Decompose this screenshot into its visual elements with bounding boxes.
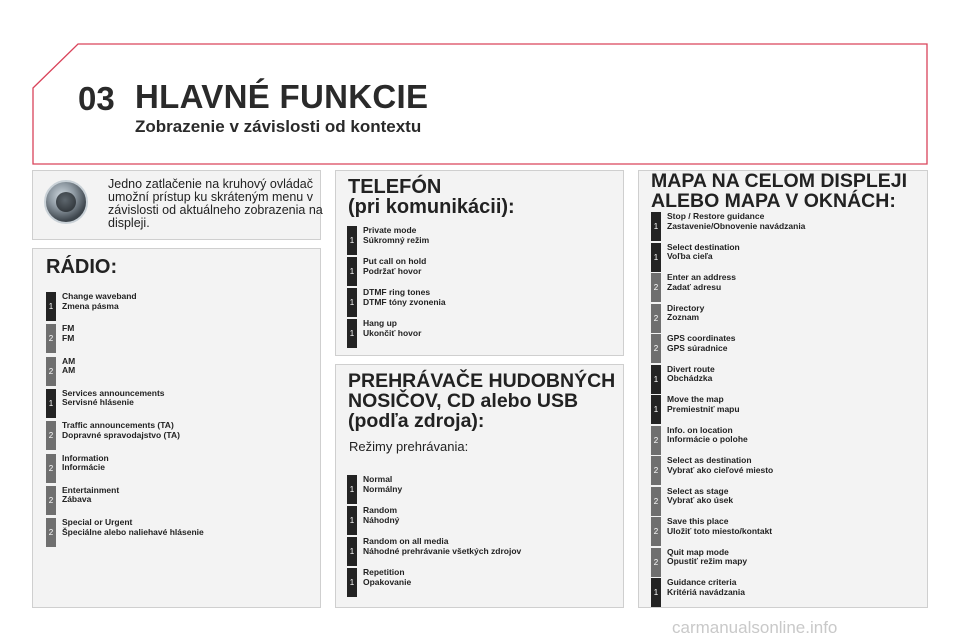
menu-item-label bbox=[667, 395, 740, 414]
menu-item-slovak: Ukončiť hovor bbox=[363, 327, 422, 338]
menu-item-english: Services announcements bbox=[62, 387, 165, 398]
menu-item-slovak: Voľba cieľa bbox=[667, 251, 713, 261]
menu-item-slovak: Súkromný režim bbox=[363, 234, 430, 245]
menu-item-english: Random on all media bbox=[363, 536, 449, 546]
menu-item-label bbox=[667, 243, 740, 262]
menu-item-label bbox=[62, 324, 74, 343]
menu-item-label bbox=[667, 578, 745, 597]
menu-item-slovak: Náhodný bbox=[363, 514, 400, 525]
menu-item-slovak: Vybrať ako úsek bbox=[667, 495, 734, 505]
menu-item-english: Directory bbox=[667, 302, 705, 313]
menu-item-label bbox=[667, 517, 772, 536]
menu-item-slovak: Dopravné spravodajstvo (TA) bbox=[62, 429, 180, 440]
level-badge: 2 bbox=[651, 426, 661, 455]
menu-item-label bbox=[363, 537, 521, 556]
level-badge: 2 bbox=[651, 487, 661, 516]
menu-item-english: Guidance criteria bbox=[667, 577, 737, 587]
menu-item-slovak: Servisné hlásenie bbox=[62, 397, 134, 408]
level-badge: 1 bbox=[347, 537, 357, 566]
menu-item-slovak: Zastavenie/Obnovenie navádzania bbox=[667, 220, 806, 231]
menu-item-english: Traffic announcements (TA) bbox=[62, 420, 174, 431]
menu-item-english: Entertainment bbox=[62, 484, 120, 495]
media-modes-label: Režimy prehrávania: bbox=[349, 439, 469, 454]
menu-item-english: Enter an address bbox=[667, 272, 736, 282]
menu-item-english: Select as stage bbox=[667, 485, 729, 496]
menu-item-slovak: Zmena pásma bbox=[62, 300, 119, 311]
menu-item-slovak: Zábava bbox=[62, 494, 92, 505]
level-badge: 1 bbox=[347, 319, 357, 348]
menu-item-label bbox=[363, 568, 411, 587]
menu-item-slovak: GPS súradnice bbox=[667, 342, 728, 353]
page-subtitle: Zobrazenie v závislosti od kontextu bbox=[135, 117, 422, 136]
menu-item-slovak: Zoznam bbox=[667, 312, 700, 322]
menu-item-label bbox=[363, 506, 399, 525]
menu-item-slovak: Opustiť režim mapy bbox=[667, 556, 748, 566]
menu-item-label bbox=[62, 389, 165, 408]
menu-item-label bbox=[667, 426, 748, 445]
media-title-line3: (podľa zdroja): bbox=[348, 410, 485, 432]
menu-item-label bbox=[667, 304, 704, 323]
menu-item-english: Select as destination bbox=[667, 455, 752, 465]
level-badge: 2 bbox=[651, 334, 661, 363]
map-title-line2: ALEBO MAPA V OKNÁCH: bbox=[651, 190, 896, 212]
map-title-line1: MAPA NA CELOM DISPLEJI bbox=[651, 170, 908, 192]
watermark: carmanualsonline.info bbox=[672, 618, 838, 637]
menu-item-english: FM bbox=[62, 323, 75, 334]
menu-item-label bbox=[667, 273, 736, 292]
menu-item-label bbox=[62, 421, 180, 440]
menu-item-label bbox=[62, 292, 137, 311]
level-badge: 2 bbox=[46, 454, 56, 483]
menu-item-slovak: Obchádzka bbox=[667, 373, 713, 383]
level-badge: 2 bbox=[651, 456, 661, 485]
level-badge: 1 bbox=[347, 288, 357, 317]
menu-item-slovak: Podržať hovor bbox=[363, 265, 422, 276]
menu-item-english: Information bbox=[62, 452, 109, 463]
level-badge: 2 bbox=[651, 304, 661, 333]
menu-item-slovak: Opakovanie bbox=[363, 576, 412, 587]
rotary-knob-icon bbox=[44, 180, 88, 224]
menu-item-label bbox=[62, 454, 109, 473]
menu-item-slovak: Normálny bbox=[363, 483, 403, 494]
media-title-line2: NOSIČOV, CD alebo USB bbox=[348, 390, 579, 412]
menu-item-label bbox=[363, 288, 446, 307]
menu-item-slovak: AM bbox=[62, 365, 76, 376]
menu-item-english: Save this place bbox=[667, 516, 729, 526]
menu-item-english: Normal bbox=[363, 474, 393, 484]
level-badge: 2 bbox=[46, 421, 56, 450]
menu-item-label bbox=[667, 456, 773, 475]
level-badge: 1 bbox=[347, 257, 357, 286]
menu-item-slovak: Špeciálne alebo naliehavé hlásenie bbox=[62, 526, 204, 537]
menu-item-english: Private mode bbox=[363, 225, 417, 235]
menu-item-english: Special or Urgent bbox=[62, 517, 133, 528]
level-badge: 2 bbox=[651, 273, 661, 302]
menu-item-slovak: Zadať adresu bbox=[667, 281, 722, 292]
menu-item-label bbox=[667, 487, 733, 506]
level-badge: 1 bbox=[347, 568, 357, 597]
menu-item-english: Change waveband bbox=[62, 291, 137, 301]
level-badge: 1 bbox=[651, 212, 661, 241]
menu-item-slovak: Vybrať ako cieľové miesto bbox=[667, 464, 774, 475]
menu-item-label bbox=[363, 319, 421, 338]
level-badge: 1 bbox=[651, 243, 661, 272]
menu-item-label bbox=[667, 365, 715, 384]
menu-item-english: Quit map mode bbox=[667, 546, 729, 557]
level-badge: 1 bbox=[46, 292, 56, 321]
level-badge: 2 bbox=[46, 486, 56, 515]
menu-item-label bbox=[363, 257, 426, 276]
phone-subtitle: (pri komunikácii): bbox=[348, 196, 515, 218]
menu-item-english: Stop / Restore guidance bbox=[667, 211, 765, 221]
menu-item-label bbox=[667, 334, 736, 353]
media-title-line1: PREHRÁVAČE HUDOBNÝCH bbox=[348, 370, 616, 392]
radio-title: RÁDIO: bbox=[46, 256, 118, 278]
level-badge: 2 bbox=[651, 517, 661, 546]
menu-item-slovak: DTMF tóny zvonenia bbox=[363, 296, 446, 307]
menu-item-label bbox=[62, 518, 204, 537]
level-badge: 1 bbox=[347, 475, 357, 504]
level-badge: 2 bbox=[46, 357, 56, 386]
phone-title: TELEFÓN bbox=[348, 176, 442, 198]
level-badge: 1 bbox=[651, 365, 661, 394]
level-badge: 1 bbox=[651, 395, 661, 424]
chapter-number: 03 bbox=[78, 80, 115, 117]
level-badge: 1 bbox=[46, 389, 56, 418]
menu-item-label bbox=[363, 226, 429, 245]
level-badge: 1 bbox=[651, 578, 661, 607]
menu-item-slovak: Kritériá navádzania bbox=[667, 586, 745, 597]
level-badge: 1 bbox=[347, 506, 357, 535]
menu-item-slovak: Informácie bbox=[62, 462, 105, 472]
menu-item-slovak: Premiestniť mapu bbox=[667, 403, 740, 414]
menu-item-english: Repetition bbox=[363, 567, 405, 577]
level-badge: 2 bbox=[651, 548, 661, 577]
menu-item-english: Put call on hold bbox=[363, 256, 427, 266]
level-badge: 1 bbox=[347, 226, 357, 255]
menu-item-slovak: Náhodné prehrávanie všetkých zdrojov bbox=[363, 545, 522, 556]
menu-item-english: Select destination bbox=[667, 241, 740, 252]
menu-item-english: Info. on location bbox=[667, 424, 733, 435]
menu-item-label bbox=[62, 357, 75, 376]
map-panel bbox=[638, 170, 928, 608]
menu-item-slovak: Informácie o polohe bbox=[667, 434, 748, 444]
menu-item-english: Hang up bbox=[363, 318, 397, 328]
level-badge: 2 bbox=[46, 324, 56, 353]
menu-item-english: Random bbox=[363, 505, 397, 515]
menu-item-slovak: Uložiť toto miesto/kontakt bbox=[667, 525, 773, 536]
menu-item-label bbox=[667, 212, 805, 231]
menu-item-english: Move the map bbox=[667, 394, 724, 404]
page-title: HLAVNÉ FUNKCIE bbox=[135, 78, 429, 115]
menu-item-english: AM bbox=[62, 355, 76, 366]
menu-item-label bbox=[363, 475, 402, 494]
menu-item-slovak: FM bbox=[62, 332, 75, 343]
menu-item-english: GPS coordinates bbox=[667, 333, 736, 343]
level-badge: 2 bbox=[46, 518, 56, 547]
intro-text: Jedno zatlačenie na kruhový ovládač umožní prístup ku skráteným menu v závislosti od aktuálneho zobrazenia na displeji. bbox=[108, 177, 323, 230]
menu-item-english: Divert route bbox=[667, 363, 715, 374]
menu-item-english: DTMF ring tones bbox=[363, 287, 431, 297]
menu-item-label bbox=[62, 486, 119, 505]
menu-item-label bbox=[667, 548, 747, 567]
